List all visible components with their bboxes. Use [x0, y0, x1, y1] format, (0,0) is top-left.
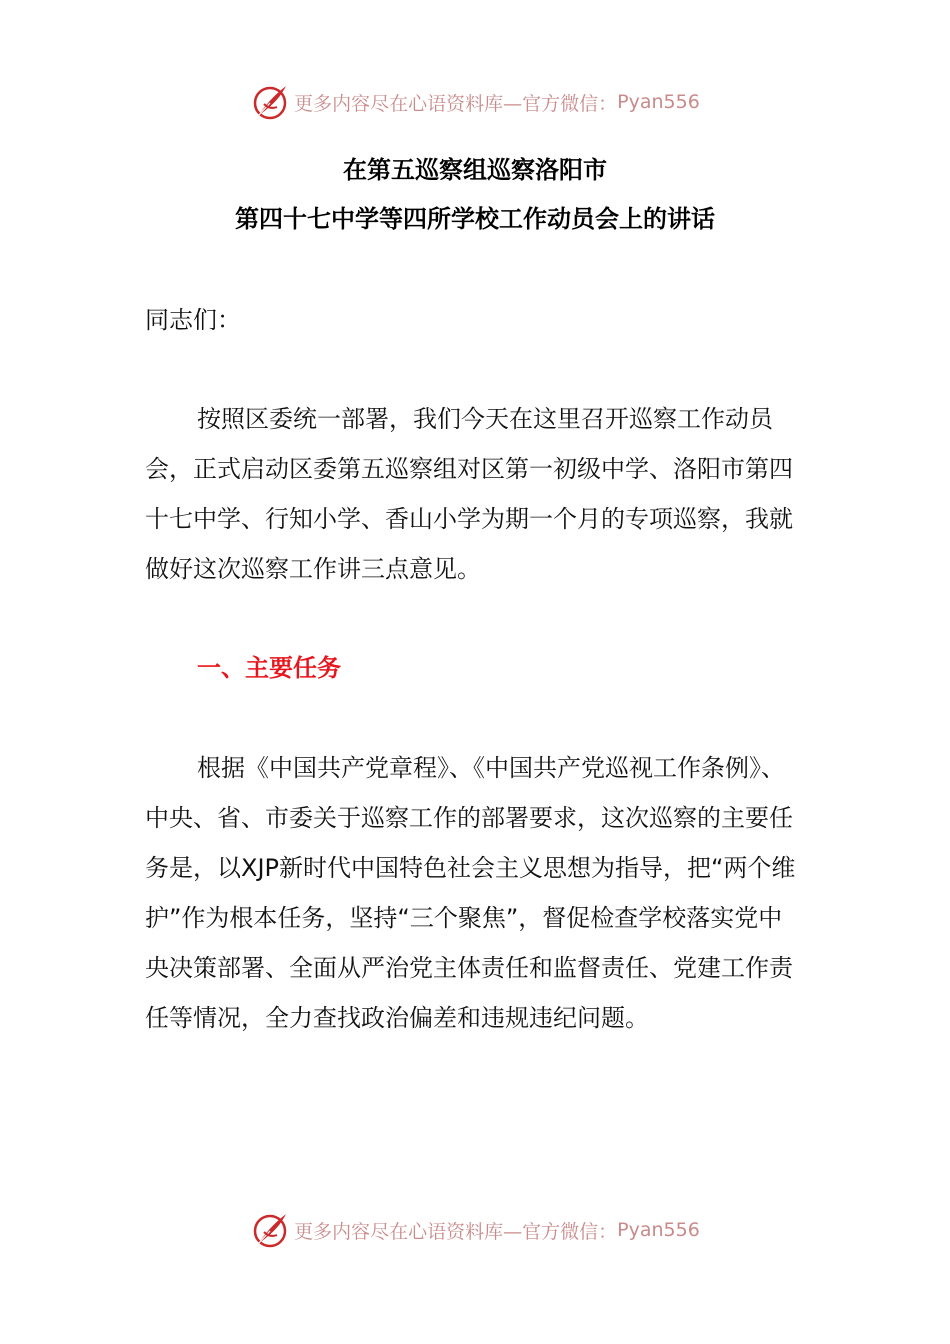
watermark-header: [0, 80, 950, 124]
quill-pen-logo-icon: [250, 82, 290, 122]
paragraph-main-tasks: 根据《中国共产党章程》、《中国共产党巡视工作条例》、中央、省、市委关于巡察工作的部署要求，这次巡察的主要任务是，以XJP新时代中国特色社会主义思想为指导，把“两个维护”作为根本任务，坚持“三个聚焦”，督促检查学校落实党中央决策部署、全面从严治党主体责任和监督责任、党建工作责任等情况，全力查找政治偏差和违规违纪问题。: [145, 754, 796, 1032]
section-heading-main-tasks: 一、主要任务: [197, 654, 341, 682]
watermark-text: 更多内容尽在心语资料库—官方微信：: [294, 92, 618, 115]
watermark-wechat-id: Pyan556: [617, 1219, 700, 1241]
watermark-text: 更多内容尽在心语资料库—官方微信：: [294, 1220, 618, 1243]
watermark-footer: [0, 1208, 950, 1252]
salutation: 同志们：: [145, 306, 241, 334]
watermark-wechat-id: Pyan556: [617, 91, 700, 113]
quill-pen-logo-icon: [250, 1210, 290, 1250]
document-title-line-1: 在第五巡察组巡察洛阳市: [343, 156, 607, 184]
document-title-line-2: 第四十七中学等四所学校工作动员会上的讲话: [235, 205, 715, 233]
paragraph-intro: 按照区委统一部署，我们今天在这里召开巡察工作动员会，正式启动区委第五巡察组对区第一初级中学、洛阳市第四十七中学、行知小学、香山小学为期一个月的专项巡察，我就做好这次巡察工作讲三点意见。: [145, 405, 793, 583]
